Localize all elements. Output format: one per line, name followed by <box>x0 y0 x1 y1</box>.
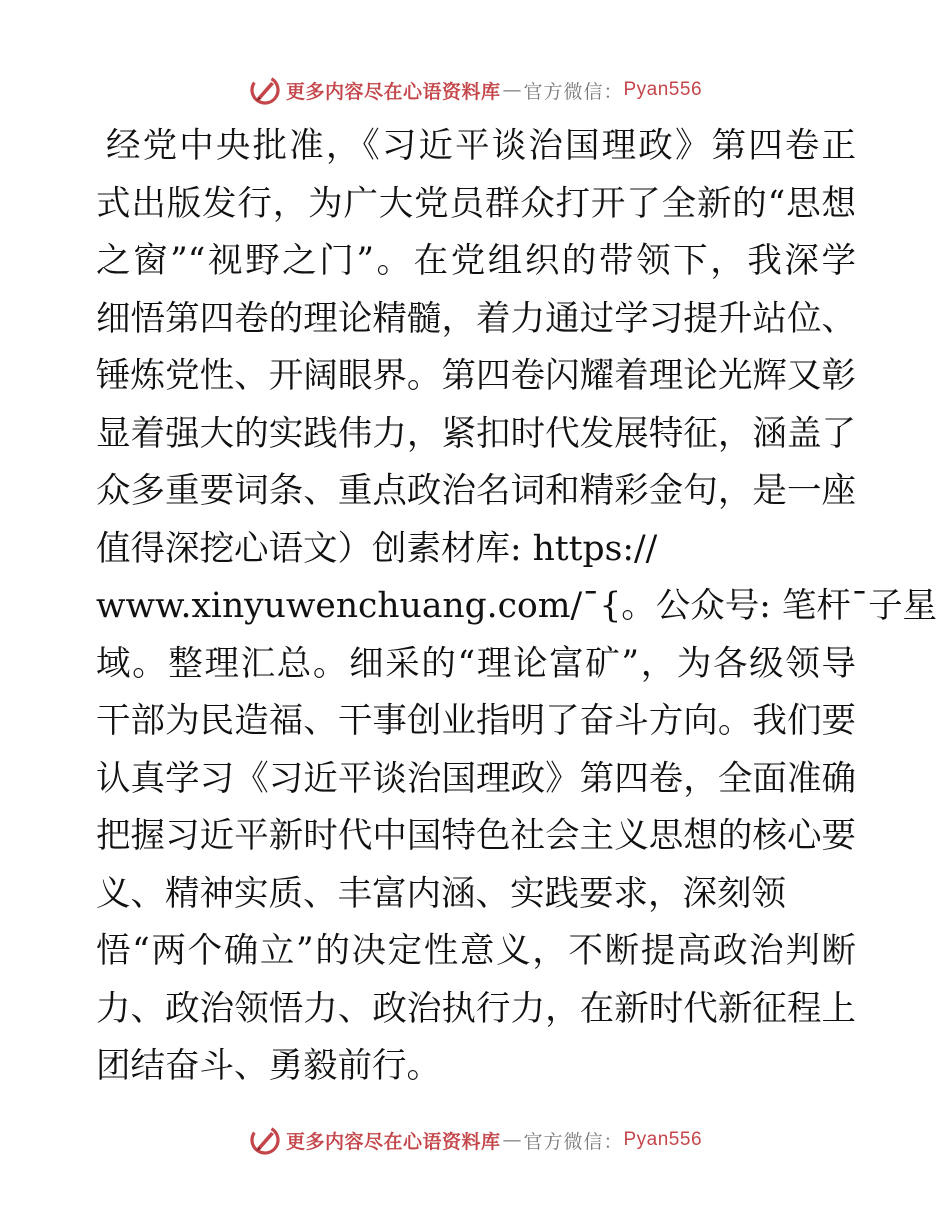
body-line-13: 把握习近平新时代中国特色社会主义思想的核心要 <box>96 816 856 856</box>
body-line-16: 力、政治领悟力、政治执行力，在新时代新征程上 <box>96 988 856 1029</box>
brush-circle-logo-icon <box>248 1123 282 1157</box>
wechat-id: Pyan556 <box>623 79 703 100</box>
brush-circle-logo-icon <box>248 73 282 107</box>
body-line-6: 显着强大的实践伟力，紧扣时代发展特征，涵盖了 <box>96 413 856 454</box>
body-line-7: 众多重要词条、重点政治名词和精彩金句，是一座 <box>96 471 856 511</box>
body-line-11: 干部为民造福、干事创业指明了奋斗方向。我们要 <box>96 701 856 741</box>
wechat-label: 官方微信： <box>523 1130 624 1153</box>
brand-text: 更多内容尽在心语资料库 <box>285 1130 501 1153</box>
body-text <box>96 118 938 1096</box>
footer-banner <box>0 1120 950 1160</box>
wechat-label: 官方微信： <box>523 80 624 103</box>
body-line-12: 认真学习《习近平谈治国理政》第四卷，全面准确 <box>96 758 856 799</box>
body-line-17: 团结奋斗、勇毅前行。 <box>96 1046 441 1086</box>
body-line-5: 锤炼党性、开阔眼界。第四卷闪耀着理论光辉又彰 <box>96 356 856 396</box>
body-line-4: 细悟第四卷的理论精髓，着力通过学习提升站位、 <box>96 298 856 339</box>
body-line-8: 值得深挖心语文）创素材库: https:// <box>96 528 658 569</box>
banner-dash: — <box>502 1129 522 1151</box>
body-line-9: www.xinyuwenchuang.com/¯{。公众号: 笔杆¯子星 <box>96 586 938 626</box>
body-line-3: 之窗”“视野之门”。在党组织的带领下，我深学 <box>96 241 856 281</box>
body-line-14: 义、精神实质、丰富内涵、实践要求，深刻领 <box>96 873 786 914</box>
brand-text: 更多内容尽在心语资料库 <box>285 80 501 103</box>
body-line-1: 经党中央批准，《习近平谈治国理政》第四卷正 <box>106 126 856 166</box>
body-line-10: 域。整理汇总。细采的“理论富矿”，为各级领导 <box>96 643 856 684</box>
banner-dash: — <box>502 79 522 101</box>
header-banner <box>0 70 950 110</box>
body-line-15: 悟“两个确立”的决定性意义，不断提高政治判断 <box>96 931 856 971</box>
body-line-2: 式出版发行，为广大党员群众打开了全新的“思想 <box>96 183 856 224</box>
wechat-id: Pyan556 <box>623 1129 703 1150</box>
